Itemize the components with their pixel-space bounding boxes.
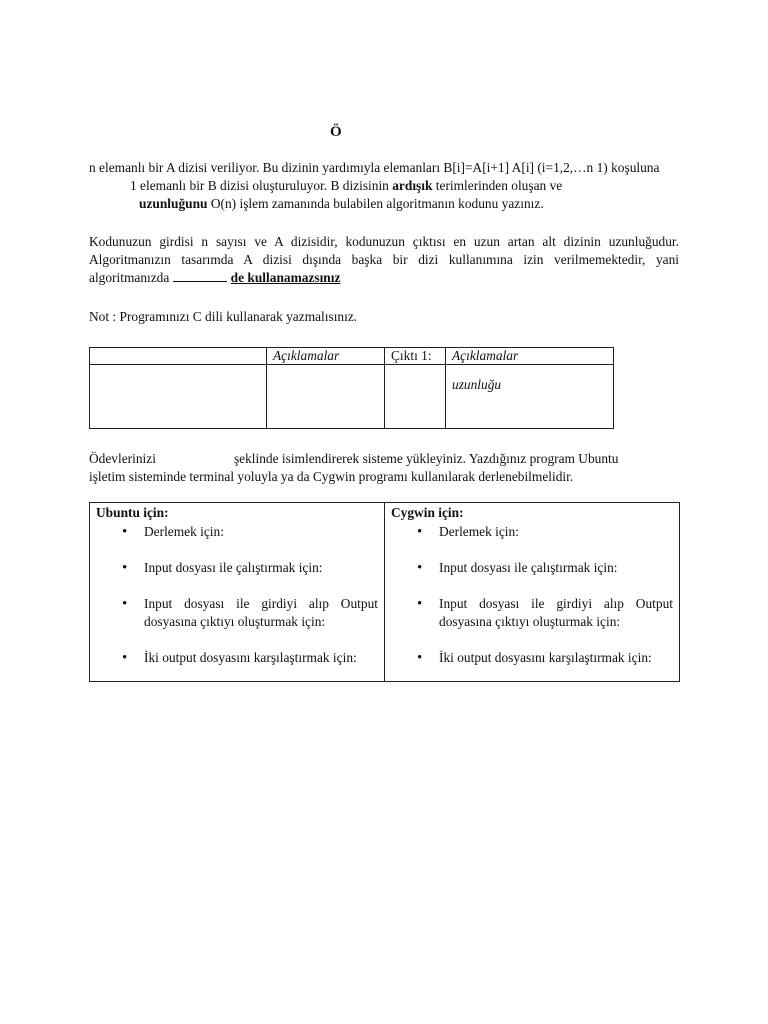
submission-paragraph — [89, 450, 679, 486]
list-item: • İki output dosyasını karşılaştırmak için: — [391, 649, 673, 667]
io-line-2: Algoritmanızın tasarımda A dizisi dışında başka bir dizi kullanımına izin verilmemektedir, yani — [89, 252, 679, 267]
example-cell — [446, 365, 614, 429]
example-table-row — [90, 365, 614, 429]
example-cell — [267, 365, 385, 429]
example-cell — [90, 365, 267, 429]
compile-table — [89, 502, 680, 682]
problem-line-2-bold: ardışık — [392, 178, 433, 193]
example-header-cell: Çıktı 1: — [385, 348, 446, 365]
submission-line-1-a: Ödevlerinizi — [89, 451, 156, 466]
example-header-aciklamalar: Açıklamalar — [273, 348, 340, 363]
problem-line-3 — [89, 195, 679, 213]
io-line-3 — [89, 269, 679, 287]
io-paragraph — [89, 233, 679, 287]
list-item: • Input dosyası ile çalıştırmak için: — [96, 559, 378, 577]
list-item: • Derlemek için: — [391, 523, 673, 541]
example-table — [89, 347, 614, 429]
note: Not : Programınızı C dili kullanarak yazmalısınız. — [89, 309, 358, 324]
ubuntu-list — [96, 523, 378, 667]
io-line-3-text: algoritmanızda — [89, 270, 170, 285]
page-title: Ö — [330, 124, 342, 140]
example-header-aciklamalar-2: Açıklamalar — [452, 348, 519, 363]
ubuntu-cell — [90, 503, 385, 682]
list-item: • İki output dosyasını karşılaştırmak için: — [96, 649, 378, 667]
cygwin-list — [391, 523, 673, 667]
io-line-1: Kodunuzun girdisi n sayısı ve A dizisidir, kodunuzun çıktısı en uzun artan alt dizinin uzunluğudur. — [89, 234, 679, 249]
submission-line-1-b: şeklinde isimlendirerek sisteme yükleyiniz. Yazdığınız program Ubuntu — [233, 451, 619, 466]
list-item: • Derlemek için: — [96, 523, 378, 541]
example-header-cell — [446, 348, 614, 365]
ubuntu-title: Ubuntu için: — [96, 505, 169, 520]
example-cell — [385, 365, 446, 429]
problem-line-2-rest: terimlerinden oluşan ve — [435, 178, 563, 193]
submission-line-2: işletim sisteminde terminal yoluyla ya da Cygwin programı kullanılarak derlenebilmelidir. — [89, 469, 574, 484]
list-item: • Input dosyası ile girdiyi alıp Output dosyasına çıktıyı oluşturmak için: — [96, 595, 378, 631]
example-cell-uzunlugu: uzunluğu — [452, 377, 502, 392]
blank-line — [173, 269, 227, 282]
io-line-3-underlined: de kullanamazsınız — [230, 270, 341, 285]
submission-line-1 — [89, 450, 679, 468]
problem-line-3-bold: uzunluğunu — [139, 196, 208, 211]
problem-line-2 — [89, 177, 679, 195]
problem-line-1: n elemanlı bir A dizisi veriliyor. Bu dizinin yardımıyla elemanları B[i]=A[i+1] A[i] (i=1,2,…n 1) koşuluna — [89, 160, 660, 175]
example-table-header-row — [90, 348, 614, 365]
problem-paragraph — [89, 159, 679, 213]
example-header-cell — [267, 348, 385, 365]
problem-line-3-rest: O(n) işlem zamanında bulabilen algoritmanın kodunu yazınız. — [210, 196, 544, 211]
example-header-cell — [90, 348, 267, 365]
list-item: • Input dosyası ile çalıştırmak için: — [391, 559, 673, 577]
problem-line-2-text: 1 elemanlı bir B dizisi oluşturuluyor. B dizisinin — [130, 178, 389, 193]
list-item: • Input dosyası ile girdiyi alıp Output dosyasına çıktıyı oluşturmak için: — [391, 595, 673, 631]
compile-table-row — [90, 503, 680, 682]
cygwin-cell — [385, 503, 680, 682]
cygwin-title: Cygwin için: — [391, 505, 464, 520]
